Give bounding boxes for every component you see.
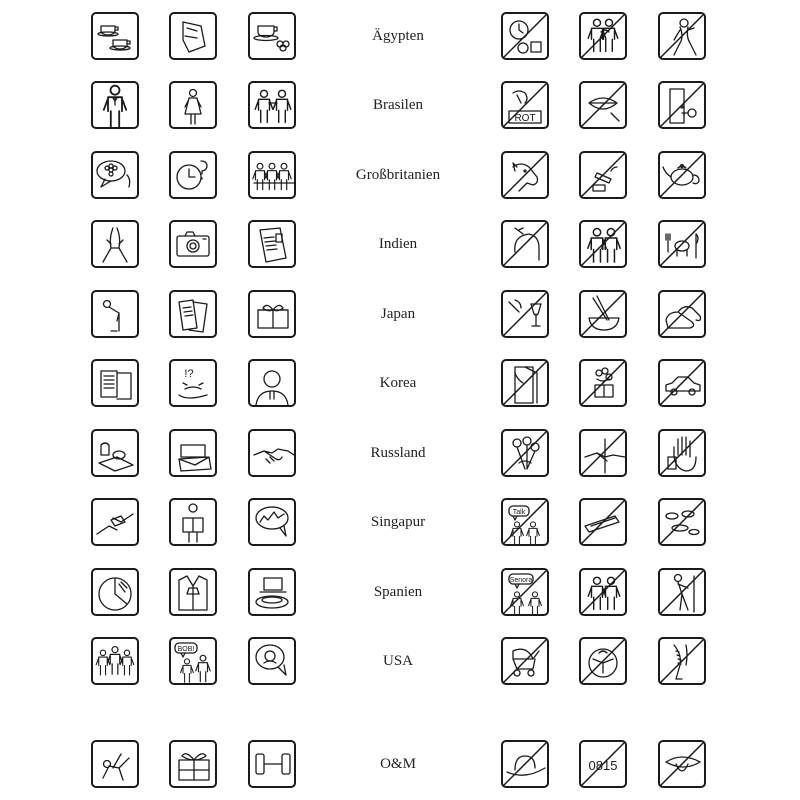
envelope-letter-icon (169, 429, 217, 477)
bread-and-salt-icon (91, 429, 139, 477)
country-label: Russland (370, 445, 426, 461)
country-row (0, 568, 800, 620)
confused-expression-icon (169, 359, 217, 407)
country-label: Ägypten (372, 28, 424, 44)
wine-glass-icon (501, 290, 549, 338)
speech-bubble-flower-icon (91, 151, 139, 199)
head-speech-bubble-icon (248, 637, 296, 685)
country-label: Indien (378, 236, 418, 252)
svg-text:BOB!: BOB! (177, 646, 195, 653)
person-carrying-gift-icon (169, 498, 217, 546)
business-cards-icon (169, 290, 217, 338)
flower-gift-icon (579, 359, 627, 407)
camera-icon (169, 220, 217, 268)
mouth-gesture-icon (579, 81, 627, 129)
country-row (0, 498, 800, 550)
country-row (0, 220, 800, 272)
teapot-icon (658, 151, 706, 199)
dumbbell-icon (248, 740, 296, 788)
country-row (0, 151, 800, 203)
eagle-emblem-icon (579, 637, 627, 685)
country-label: Brasilen (373, 97, 423, 113)
bob-speech-bubble-icon (169, 637, 217, 685)
rot-sign-icon (501, 81, 549, 129)
country-row (0, 12, 800, 64)
svg-text:Talk: Talk (512, 509, 526, 516)
breakdancer-icon (91, 740, 139, 788)
person-leaning-icon (658, 568, 706, 616)
couple-walking-icon (579, 568, 627, 616)
chopsticks-in-bowl-icon (579, 290, 627, 338)
documents-icon (91, 359, 139, 407)
hairy-leg-icon (658, 637, 706, 685)
woman-in-dress-icon (169, 81, 217, 129)
laptop-food-plate-icon (248, 568, 296, 616)
country-label: Großbritanien (355, 167, 441, 183)
country-label: USA (382, 653, 413, 669)
senora-speech-bubble-icon (501, 568, 549, 616)
country-label: Spanien (373, 584, 423, 600)
clock-with-food-icon (501, 12, 549, 60)
businessman-suit-icon (91, 81, 139, 129)
svg-text:!?: !? (184, 368, 194, 380)
handshake-threshold-icon (579, 429, 627, 477)
document-with-photo-icon (248, 220, 296, 268)
chewing-gum-icon (579, 498, 627, 546)
woman-posing-icon (658, 12, 706, 60)
gift-box-icon (248, 290, 296, 338)
dog-head-icon (501, 151, 549, 199)
men-conversing-icon (248, 81, 296, 129)
handshake-icon (248, 429, 296, 477)
svg-text:0815: 0815 (588, 758, 618, 773)
cow-with-cutlery-icon (658, 220, 706, 268)
clock-quarter-icon (91, 568, 139, 616)
group-of-people-icon (91, 637, 139, 685)
flower-bouquet-icon (501, 429, 549, 477)
coffee-cups-icon (91, 12, 139, 60)
country-row (0, 740, 800, 792)
baby-stroller-icon (501, 637, 549, 685)
cowboy-hat-icon (501, 740, 549, 788)
card-exchange-icon (91, 498, 139, 546)
gift-with-bow-icon (169, 740, 217, 788)
talk-speech-bubble-icon (501, 498, 549, 546)
country-row (0, 81, 800, 133)
bowing-person-icon (91, 290, 139, 338)
0815-number-icon (579, 740, 627, 788)
spit-splash-icon (658, 498, 706, 546)
folding-napkin-icon (169, 12, 217, 60)
suit-jacket-icon (169, 568, 217, 616)
country-label: O&M (380, 756, 416, 772)
clock-question-icon (169, 151, 217, 199)
shoes-icon (658, 290, 706, 338)
hand-on-head-icon (501, 220, 549, 268)
svg-text:ROT: ROT (514, 113, 536, 124)
tea-cup-with-cookies-icon (248, 12, 296, 60)
hand-with-glass-icon (658, 429, 706, 477)
car-icon (658, 359, 706, 407)
door-opening-icon (501, 359, 549, 407)
namaste-hands-icon (91, 220, 139, 268)
door-with-key-icon (658, 81, 706, 129)
svg-text:Senora: Senora (509, 577, 533, 584)
couple-standing-icon (579, 220, 627, 268)
people-at-bar-icon (248, 151, 296, 199)
speech-bubble-chart-icon (248, 498, 296, 546)
country-row (0, 290, 800, 342)
country-row (0, 429, 800, 481)
country-row (0, 359, 800, 411)
man-portrait-icon (248, 359, 296, 407)
tongue-out-icon (658, 740, 706, 788)
couple-embracing-icon (579, 12, 627, 60)
country-label: Japan (380, 306, 416, 322)
country-label: Singapur (370, 514, 426, 530)
country-row (0, 637, 800, 689)
country-label: Korea (379, 375, 417, 391)
cigarette-icon (579, 151, 627, 199)
